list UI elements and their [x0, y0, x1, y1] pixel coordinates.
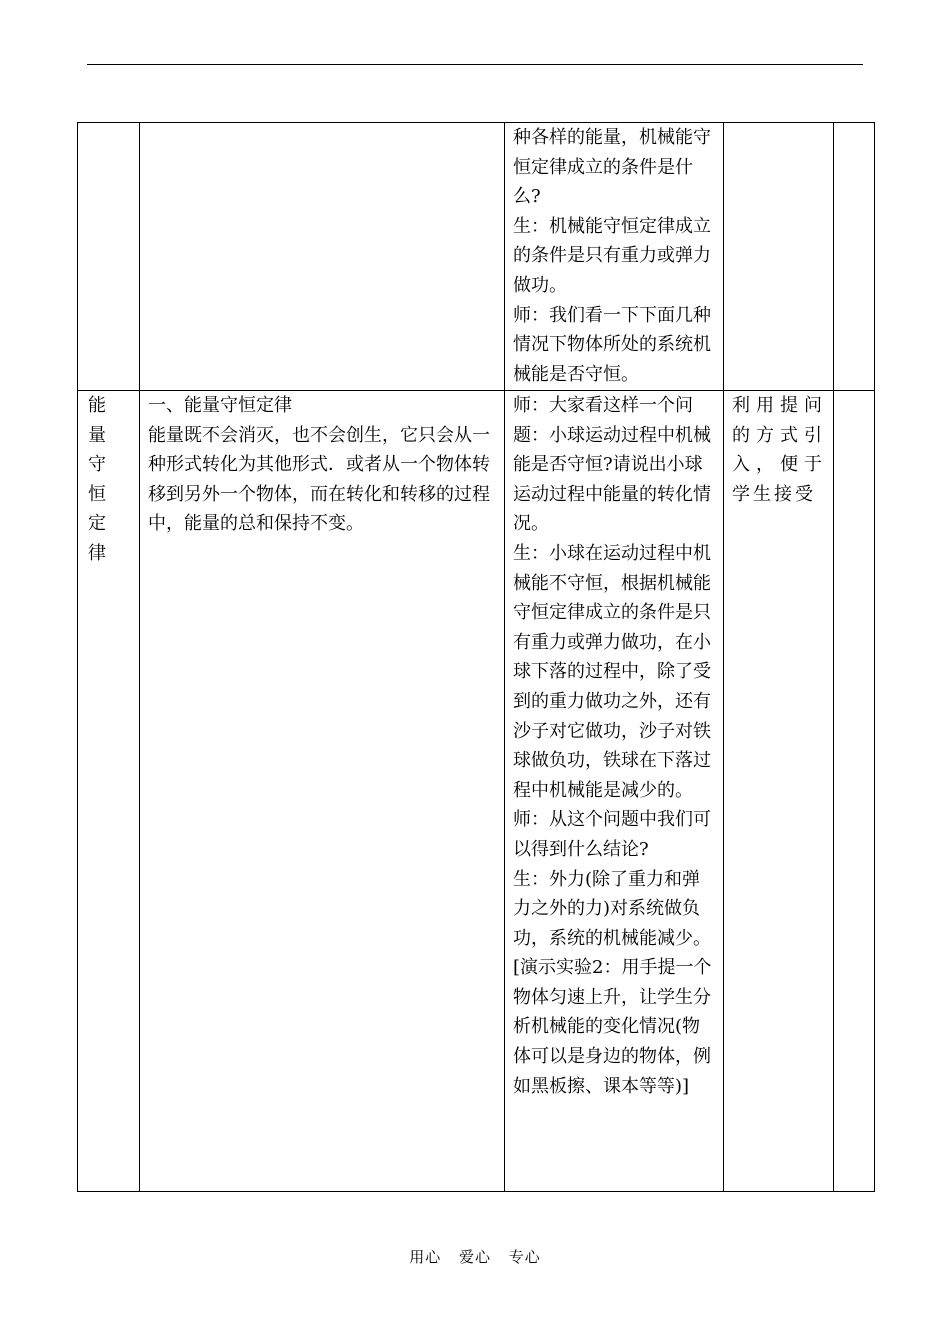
dialogue-paragraph: 生：外力(除了重力和弹力之外的力)对系统做负功，系统的机械能减少。	[513, 868, 711, 949]
lesson-plan-table	[77, 122, 875, 1192]
design-intent-cell	[724, 123, 834, 391]
dialogue-paragraph: 师：大家看这样一个问题：小球运动过程中机械能是否守恒?请说出小球运动过程中能量的转化情况。	[513, 395, 711, 535]
notes-cell	[834, 391, 875, 1192]
footer-text: 专心	[508, 1248, 541, 1266]
footer-text: 爱心	[458, 1248, 491, 1266]
dialogue-cell	[505, 123, 724, 391]
dialogue-paragraph: 生：小球在运动过程中机械能不守恒，根据机械能守恒定律成立的条件是只有重力或弹力做功，在小球下落的过程中，除了受到的重力做功之外，还有沙子对它做功，沙子对铁球做负功，铁球在下落过程中机械能是减少的。	[513, 542, 711, 801]
page-footer	[0, 1246, 950, 1267]
section-title: 能量守恒定律	[88, 395, 112, 564]
content-cell	[140, 391, 505, 1192]
notes-cell	[834, 123, 875, 391]
content-cell	[140, 123, 505, 391]
dialogue-cell	[505, 391, 724, 1192]
footer-text: 用心	[409, 1248, 442, 1266]
content-paragraph: 能量既不会消灭，也不会创生，它只会从一种形式转化为其他形式．或者从一个物体转移到另外一个物体，而在转化和转移的过程中，能量的总和保持不变。	[148, 424, 490, 535]
dialogue-paragraph: 种各样的能量，机械能守恒定律成立的条件是什么?	[513, 127, 711, 208]
table-row	[78, 391, 875, 1192]
dialogue-paragraph: 生：机械能守恒定律成立的条件是只有重力或弹力做功。	[513, 215, 711, 296]
design-intent-text: 利用提问的方式引入，便于学生接受	[732, 395, 825, 505]
design-intent-cell	[724, 391, 834, 1192]
dialogue-paragraph: 师：从这个问题中我们可以得到什么结论?	[513, 809, 711, 860]
section-title-cell	[78, 123, 140, 391]
dialogue-paragraph: 师：我们看一下下面几种情况下物体所处的系统机械能是否守恒。	[513, 304, 711, 385]
table-row	[78, 123, 875, 391]
content-heading: 一、能量守恒定律	[148, 395, 292, 416]
header-rule	[87, 64, 863, 65]
section-title-cell	[78, 391, 140, 1192]
dialogue-paragraph: [演示实验2：用手提一个物体匀速上升，让学生分析机械能的变化情况(物体可以是身边的物体，例如黑板擦、课本等等)]	[513, 957, 712, 1097]
